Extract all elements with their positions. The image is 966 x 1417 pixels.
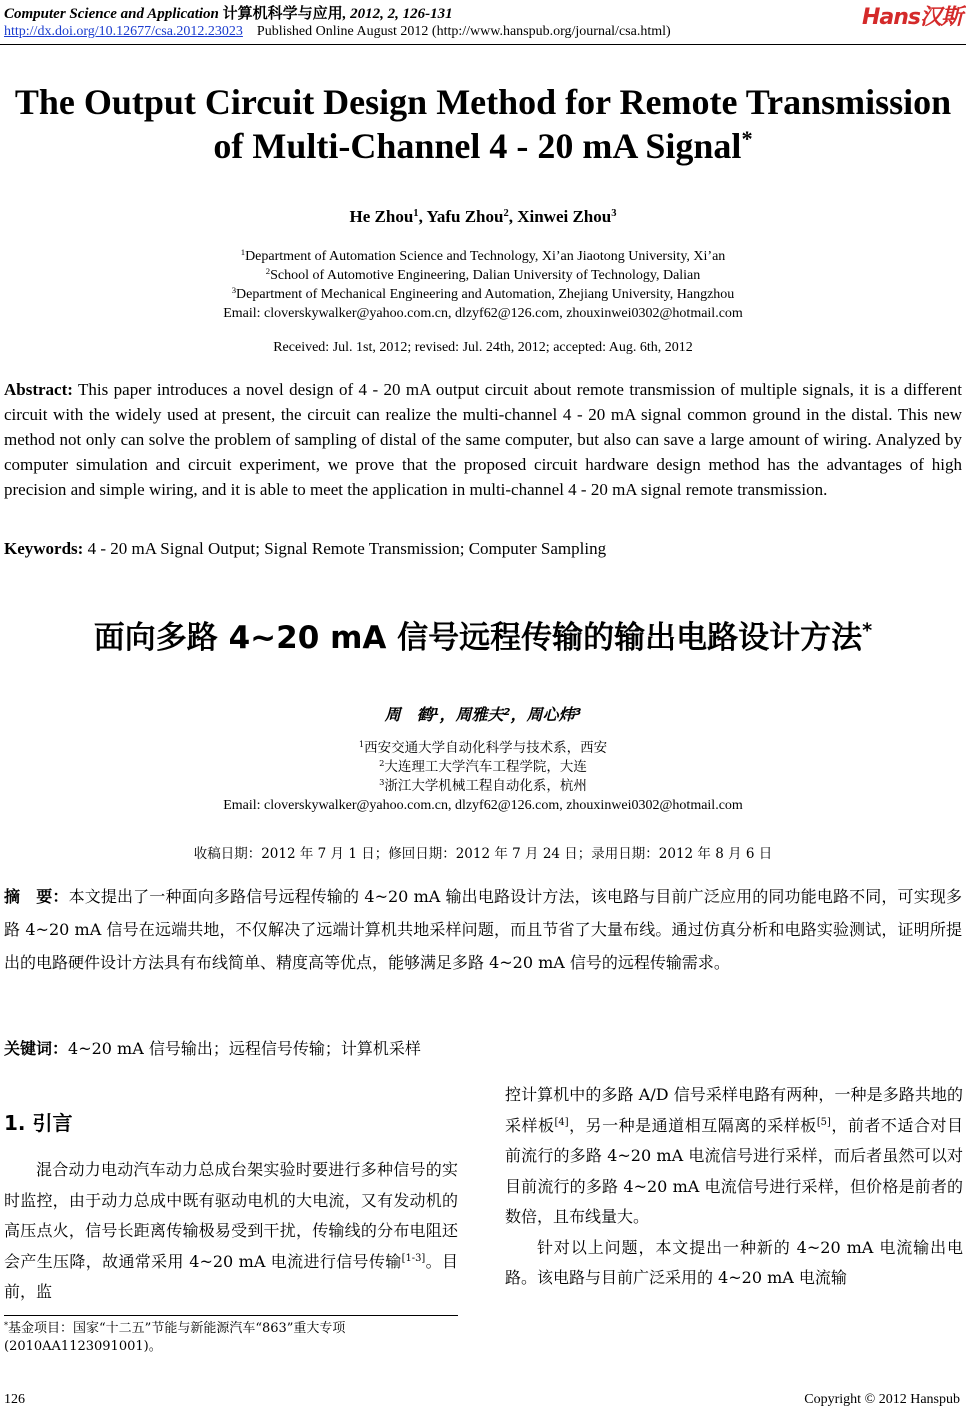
keywords-cn-label: 关键词： bbox=[4, 1039, 69, 1058]
affiliation-cn-3 bbox=[0, 777, 966, 796]
paragraph-text: 控计算机中的多路 A/D 信号采样电路有两种，一种是多路共地的采样板 bbox=[505, 1085, 963, 1135]
citation: [1-3] bbox=[401, 1253, 426, 1265]
author-name: Xinwei Zhou bbox=[517, 207, 612, 226]
footnote-rule bbox=[4, 1315, 458, 1316]
paragraph-text: 。目前，监 bbox=[4, 1251, 458, 1301]
paragraph-text: 混合动力电动汽车动力总成台架实验时要进行多种信号的实时监控，由于动力总成中既有驱动电机的大电流，又有发动机的高压点火，信号长距离传输极易受到干扰，传输线的分布电阻还会产生压降，故通常采用 4~20 mA 电流进行信号传输 bbox=[4, 1160, 458, 1271]
authors-cn bbox=[0, 702, 966, 725]
email-cn: Email: cloverskywalker@yahoo.com.cn, dlzyf62@126.com, zhouxinwei0302@hotmail.com bbox=[223, 798, 743, 813]
author-name-cn: 周心炜 bbox=[526, 705, 575, 724]
received-dates-en: Received: Jul. 1st, 2012; revised: Jul. 24th, 2012; accepted: Aug. 6th, 2012 bbox=[273, 340, 693, 355]
author-name: He Zhou bbox=[349, 207, 414, 226]
affil-sup: 2 bbox=[379, 758, 385, 769]
affil-sup: 1 bbox=[240, 247, 246, 258]
body-right-column bbox=[505, 1080, 963, 1294]
paragraph-text: ，前者不适合对目前流行的多路 4~20 mA 电流信号进行采样，而后者虽然可以对目前流行的多路 4~20 mA 电流信号进行采样，但价格是前者的数倍，且布线量大。 bbox=[505, 1115, 963, 1226]
affiliation-1 bbox=[0, 247, 966, 266]
paragraph-text: 针对以上问题，本文提出一种新的 4~20 mA 电流输出电路。该电路与目前广泛采用的 4~20 mA 电流输 bbox=[505, 1237, 963, 1287]
title-footnote-mark: * bbox=[741, 125, 753, 151]
footnote-text: 基金项目：国家“十二五”节能与新能源汽车“863”重大专项(2010AA1123091001)。 bbox=[4, 1321, 346, 1354]
abstract-cn-text: 本文提出了一种面向多路信号远程传输的 4~20 mA 输出电路设计方法，该电路与目前广泛应用的同功能电路不同，可实现多路 4~20 mA 信号在远端共地，不仅解决了远端计算机共地采样问题，而且节省了大量布线。通过仿真分析和电路实验测试，证明所提出的电路硬件设计方法具有布线简单、精度高等优点，能够满足多路 4~20 mA 信号的远程传输需求。 bbox=[4, 887, 962, 972]
author-name-cn: 周 鹤 bbox=[384, 705, 433, 724]
affil-sup: 3 bbox=[379, 777, 385, 788]
citation: [5] bbox=[816, 1117, 831, 1129]
author-sup: 2 bbox=[503, 208, 509, 220]
affiliation-cn-2 bbox=[0, 758, 966, 777]
keywords-en bbox=[4, 539, 962, 559]
title-cn-text: 面向多路 4~20 mA 信号远程传输的输出电路设计方法 bbox=[93, 620, 863, 656]
journal-name-cn: 计算机科学与应用 bbox=[222, 6, 343, 22]
title-line-2: of Multi-Channel 4 - 20 mA Signal bbox=[213, 126, 742, 166]
journal-name-en: Computer Science and Application bbox=[4, 6, 219, 22]
title-cn-footnote-mark: * bbox=[862, 619, 873, 643]
citation: [4] bbox=[554, 1117, 569, 1129]
author-name: Yafu Zhou bbox=[426, 207, 504, 226]
paragraph-text: ，另一种是通道相互隔离的采样板 bbox=[568, 1115, 817, 1135]
section-heading: 1. 引言 bbox=[4, 1111, 73, 1135]
authors-en bbox=[0, 207, 966, 227]
author-sup: 2 bbox=[503, 706, 511, 718]
keywords-cn bbox=[4, 1036, 962, 1059]
paper-title-cn bbox=[0, 612, 966, 657]
footnote bbox=[4, 1320, 458, 1356]
affil-text: 浙江大学机械工程自动化系，杭州 bbox=[384, 778, 587, 794]
header-rule bbox=[0, 44, 966, 45]
affil-text: 大连理工大学汽车工程学院，大连 bbox=[384, 759, 587, 775]
affiliations-en bbox=[0, 247, 966, 323]
doi-line bbox=[4, 24, 671, 40]
published-online: Published Online August 2012 (http://www.hanspub.org/journal/csa.html) bbox=[256, 24, 671, 39]
paragraph bbox=[505, 1233, 963, 1294]
paragraph bbox=[505, 1080, 963, 1233]
author-sep: ， bbox=[510, 705, 527, 724]
copyright: Copyright © 2012 Hanspub bbox=[804, 1392, 960, 1407]
paragraph bbox=[4, 1155, 458, 1308]
abstract-cn-label: 摘 要： bbox=[4, 887, 69, 906]
page-number: 126 bbox=[4, 1392, 25, 1407]
author-name-cn: 周雅夫 bbox=[455, 705, 504, 724]
keywords-cn-text: 4~20 mA 信号输出；远程信号传输；计算机采样 bbox=[68, 1039, 421, 1058]
affiliation-2 bbox=[0, 266, 966, 285]
author-sup: 1 bbox=[413, 208, 419, 220]
affil-text: School of Automotive Engineering, Dalian University of Technology, Dalian bbox=[270, 268, 701, 283]
keywords-label: Keywords: bbox=[4, 539, 84, 558]
author-sup: 3 bbox=[611, 208, 617, 220]
affil-text: Department of Mechanical Engineering and Automation, Zhejiang University, Hangzhou bbox=[236, 287, 735, 302]
affil-sup: 1 bbox=[358, 739, 365, 750]
abstract-cn bbox=[4, 880, 962, 979]
received-dates-cn: 收稿日期：2012 年 7 月 1 日；修回日期：2012 年 7 月 24 日；录用日期：2012 年 8 月 6 日 bbox=[193, 846, 773, 862]
affil-sup: 3 bbox=[231, 285, 237, 296]
title-line-1: The Output Circuit Design Method for Remote Transmission bbox=[14, 82, 952, 122]
abstract-en bbox=[4, 377, 962, 502]
doi-link[interactable]: http://dx.doi.org/10.12677/csa.2012.23023 bbox=[4, 24, 243, 39]
footnote-mark: * bbox=[4, 1320, 9, 1330]
author-sep: , bbox=[418, 207, 427, 226]
journal-header bbox=[4, 2, 453, 23]
affil-text: 西安交通大学自动化科学与技术系，西安 bbox=[364, 740, 608, 756]
hanspub-logo: Hans汉斯 bbox=[861, 5, 962, 30]
affil-sup: 2 bbox=[265, 266, 271, 277]
author-sup: 1 bbox=[432, 706, 440, 718]
author-sep: , bbox=[508, 207, 518, 226]
keywords-text: 4 - 20 mA Signal Output; Signal Remote Transmission; Computer Sampling bbox=[87, 539, 607, 558]
affil-text: Department of Automation Science and Technology, Xi’an Jiaotong University, Xi’an bbox=[245, 249, 726, 264]
author-sup: 3 bbox=[574, 706, 582, 718]
affiliation-3 bbox=[0, 285, 966, 304]
affiliation-cn-1 bbox=[0, 739, 966, 758]
abstract-text: This paper introduces a novel design of 4 - 20 mA output circuit about remote transmission of multiple signals, it is a different circuit with the widely used at present, the circuit can realize the multi-channel 4 - 20 mA signal common ground in the distal. This new method not only can solve the problem of sampling of distal of the same computer, but also can save a large amount of wiring. Analyzed by computer simulation and circuit experiment, we prove that the proposed circuit hardware design method has the advantages of high precision and simple wiring, and it is able to meet the application in multi-channel 4 - 20 mA signal remote transmission. bbox=[4, 380, 962, 499]
paper-title-en bbox=[0, 80, 966, 168]
abstract-label: Abstract: bbox=[4, 380, 73, 399]
affiliations-cn bbox=[0, 739, 966, 815]
email-en: Email: cloverskywalker@yahoo.com.cn, dlzyf62@126.com, zhouxinwei0302@hotmail.com bbox=[223, 306, 743, 321]
author-sep: ， bbox=[439, 705, 456, 724]
body-left-column bbox=[4, 1155, 458, 1308]
journal-volume: , 2012, 2, 126-131 bbox=[342, 6, 453, 22]
